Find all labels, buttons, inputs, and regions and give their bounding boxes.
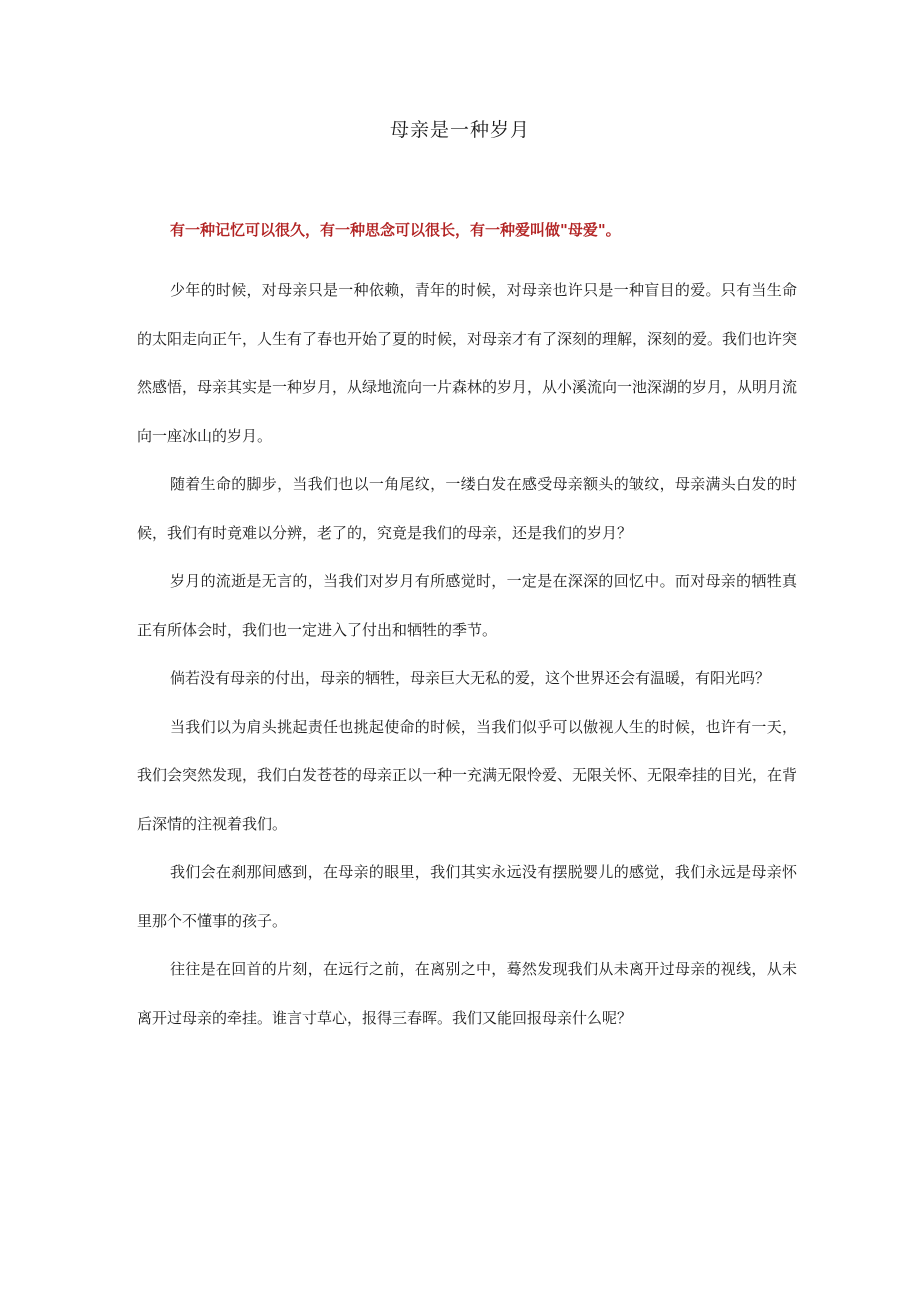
paragraph: 当我们以为肩头挑起责任也挑起使命的时候，当我们似乎可以傲视人生的时候，也许有一天，我们会突然发现，我们白发苍苍的母亲正以一种一充满无限怜爱、无限关怀、无限牵挂的目光，在背后深情的注视着我们。 xyxy=(137,717,798,833)
paragraph: 往往是在回首的片刻，在远行之前，在离别之中，蓦然发现我们从未离开过母亲的视线，从未离开过母亲的牵挂。谁言寸草心，报得三春晖。我们又能回报母亲什么呢？ xyxy=(137,960,797,1027)
paragraph: 少年的时候，对母亲只是一种依赖，青年的时候，对母亲也许只是一种盲目的爱。只有当生命的太阳走向正午，人生有了春也开始了夏的时候，对母亲才有了深刻的理解，深刻的爱。我们也许突然感悟，母亲其实是一种岁月，从绿地流向一片森林的岁月，从小溪流向一池深湖的岁月，从明月流向一座冰山的岁月。 xyxy=(137,281,798,445)
lead-sentence: 有一种记忆可以很久，有一种思念可以很长，有一种爱叫做"母爱"。 xyxy=(170,221,621,239)
paragraph: 随着生命的脚步，当我们也以一角尾纹，一缕白发在感受母亲额头的皱纹，母亲满头白发的时候，我们有时竟难以分辨，老了的，究竟是我们的母亲，还是我们的岁月？ xyxy=(137,475,797,542)
paragraph: 我们会在刹那间感到，在母亲的眼里，我们其实永远没有摆脱婴儿的感觉，我们永远是母亲怀里那个不懂事的孩子。 xyxy=(137,863,797,930)
paragraph: 倘若没有母亲的付出，母亲的牺牲，母亲巨大无私的爱，这个世界还会有温暖，有阳光吗？ xyxy=(170,669,771,687)
document-body xyxy=(137,266,797,1042)
document-title: 母亲是一种岁月 xyxy=(389,119,530,141)
paragraph: 岁月的流逝是无言的，当我们对岁月有所感觉时，一定是在深深的回忆中。而对母亲的牺牲真正有所体会时，我们也一定进入了付出和牺牲的季节。 xyxy=(137,572,797,639)
